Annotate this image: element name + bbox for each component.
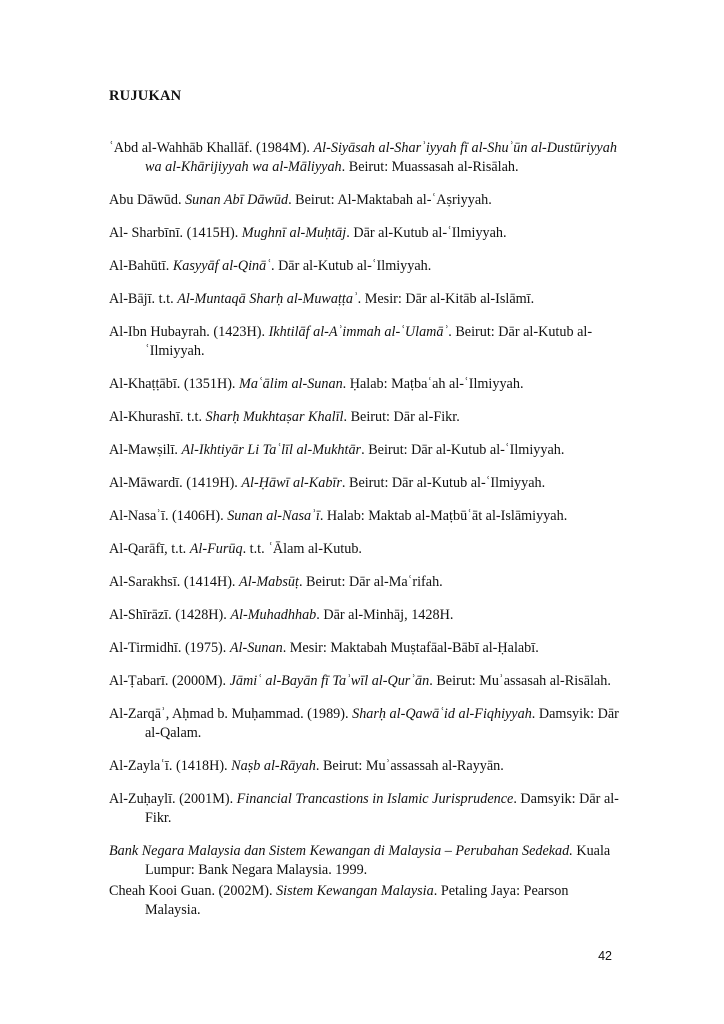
reference-title: Jāmiʿ al-Bayān fī Taʾwīl al-Qurʾān: [229, 673, 430, 689]
reference-entry: [109, 672, 619, 691]
reference-author: Al-Sarakhsī. (1414H).: [109, 574, 240, 590]
reference-author: Al-Bahūtī.: [109, 258, 173, 274]
reference-author: Al-Qarāfī, t.t.: [109, 541, 190, 557]
reference-entry: [109, 323, 619, 361]
reference-entry: [109, 540, 619, 559]
reference-author: Al-Shīrāzī. (1428H).: [109, 607, 231, 623]
reference-publisher: . Beirut: Dār al-Kutub al-ʿIlmiyyah.: [145, 324, 593, 359]
reference-author: Al-Bājī. t.t.: [109, 291, 178, 307]
reference-entry: [109, 790, 619, 828]
reference-title: Al-Furūq: [189, 541, 243, 557]
reference-publisher: . Beirut: Muʾassasah al-Risālah.: [429, 673, 611, 689]
reference-publisher: . Beirut: Dār al-Kutub al-ʿIlmiyyah.: [341, 475, 546, 491]
reference-entry: [109, 606, 619, 625]
reference-publisher: . Damsyik: Dār al-Qalam.: [145, 706, 619, 741]
reference-publisher: . Damsyik: Dār al-Fikr.: [145, 791, 619, 826]
reference-list: [109, 139, 619, 920]
reference-title: Maʿālim al-Sunan: [239, 376, 343, 392]
reference-publisher: . Ḥalab: Maṭbaʿah al-ʿIlmiyyah.: [342, 376, 524, 392]
reference-title: Sunan Abī Dāwūd: [185, 192, 289, 208]
reference-entry: [109, 257, 619, 276]
reference-publisher: . Petaling Jaya: Pearson Malaysia.: [145, 883, 569, 918]
reference-publisher: . Dār al-Kutub al-ʿIlmiyyah.: [346, 225, 507, 241]
reference-author: Al-Nasaʾī. (1406H).: [109, 508, 228, 524]
reference-entry: [109, 441, 619, 460]
reference-publisher: . Beirut: Muʾassassah al-Rayyān.: [315, 758, 504, 774]
reference-title: Mughnī al-Muḥtāj: [241, 225, 347, 241]
reference-entry: [109, 408, 619, 427]
page-heading: RUJUKAN: [109, 88, 182, 104]
reference-publisher: . Beirut: Dār al-Maʿrifah.: [298, 574, 443, 590]
reference-author: Al-Zaylaʿī. (1418H).: [109, 758, 232, 774]
reference-title: Sistem Kewangan Malaysia: [276, 883, 434, 899]
reference-publisher: . Beirut: Al-Maktabah al-ʿAṣriyyah.: [288, 192, 492, 208]
reference-publisher: . Beirut: Muassasah al-Risālah.: [341, 159, 519, 175]
reference-publisher: . Halab: Maktab al-Maṭbūʿāt al-Islāmiyyah.: [319, 508, 568, 524]
reference-entry: [109, 882, 619, 920]
reference-publisher: . Dār al-Minhāj, 1428H.: [316, 607, 454, 623]
reference-publisher: Kuala Lumpur: Bank Negara Malaysia. 1999.: [145, 843, 611, 878]
reference-author: Al-Khaṭṭābī. (1351H).: [109, 376, 240, 392]
reference-entry: [109, 757, 619, 776]
reference-title: Al-Ikhtiyār Li Taʿlīl al-Mukhtār: [181, 442, 362, 458]
reference-title: Financial Trancastions in Islamic Jurisprudence: [236, 791, 514, 807]
reference-entry: [109, 139, 619, 177]
reference-entry: [109, 842, 619, 880]
reference-author: Al-Tirmidhī. (1975).: [109, 640, 230, 656]
reference-publisher: . Mesir: Maktabah Muṣtafāal-Bābī al-Ḥalabī.: [282, 640, 539, 656]
reference-entry: [109, 507, 619, 526]
reference-author: Al-Mawṣilī.: [109, 442, 182, 458]
reference-title: Sunan al-Nasaʾī: [227, 508, 320, 524]
reference-author: Al-Māwardī. (1419H).: [109, 475, 242, 491]
reference-entry: [109, 290, 619, 309]
reference-author: Al-Ibn Hubayrah. (1423H).: [109, 324, 269, 340]
reference-publisher: . Mesir: Dār al-Kitāb al-Islāmī.: [357, 291, 535, 307]
reference-entry: [109, 639, 619, 658]
reference-entry: [109, 705, 619, 743]
reference-title: Al-Ḥāwī al-Kabīr: [241, 475, 342, 491]
reference-entry: [109, 573, 619, 592]
reference-author: ʿAbd al-Wahhāb Khallāf. (1984M).: [109, 140, 314, 156]
reference-title: Al-Mabsūṭ: [239, 574, 299, 590]
reference-entry: [109, 191, 619, 210]
reference-author: Abu Dāwūd.: [109, 192, 186, 208]
reference-title: Bank Negara Malaysia dan Sistem Kewangan di Malaysia – Perubahan Sedekad.: [109, 843, 573, 859]
reference-publisher: . t.t. ʿĀlam al-Kutub.: [242, 541, 362, 557]
reference-title: Naṣb al-Rāyah: [231, 758, 316, 774]
reference-publisher: . Beirut: Dār al-Kutub al-ʿIlmiyyah.: [361, 442, 565, 458]
reference-entry: [109, 375, 619, 394]
reference-title: Al-Sunan: [229, 640, 283, 656]
reference-title: Ikhtilāf al-Aʾimmah al-ʿUlamāʾ: [268, 324, 449, 340]
reference-author: Al-Zarqāʾ, Aḥmad b. Muḥammad. (1989).: [109, 706, 353, 722]
reference-author: Al- Sharbīnī. (1415H).: [109, 225, 242, 241]
reference-author: Al-Zuḥaylī. (2001M).: [109, 791, 237, 807]
reference-title: Al-Muhadhhab: [230, 607, 317, 623]
reference-entry: [109, 224, 619, 243]
reference-publisher: . Beirut: Dār al-Fikr.: [343, 409, 460, 425]
reference-title: Al-Muntaqā Sharḥ al-Muwaṭṭaʾ: [177, 291, 358, 307]
page-number: 42: [598, 949, 612, 963]
reference-title: Al-Siyāsah al-Sharʾiyyah fī al-Shuʾūn al-Dustūriyyah wa al-Khārijiyyah wa al-Māliyyah: [145, 140, 617, 175]
reference-publisher: . Dār al-Kutub al-ʿIlmiyyah.: [270, 258, 432, 274]
reference-title: Kasyyāf al-Qināʿ: [172, 258, 271, 274]
reference-entry: [109, 474, 619, 493]
reference-author: Al-Khurashī. t.t.: [109, 409, 206, 425]
reference-title: Sharḥ al-Qawāʿid al-Fiqhiyyah: [352, 706, 532, 722]
reference-author: Al-Ṭabarī. (2000M).: [109, 673, 230, 689]
reference-title: Sharḥ Mukhtaṣar Khalīl: [205, 409, 344, 425]
reference-author: Cheah Kooi Guan. (2002M).: [109, 883, 277, 899]
